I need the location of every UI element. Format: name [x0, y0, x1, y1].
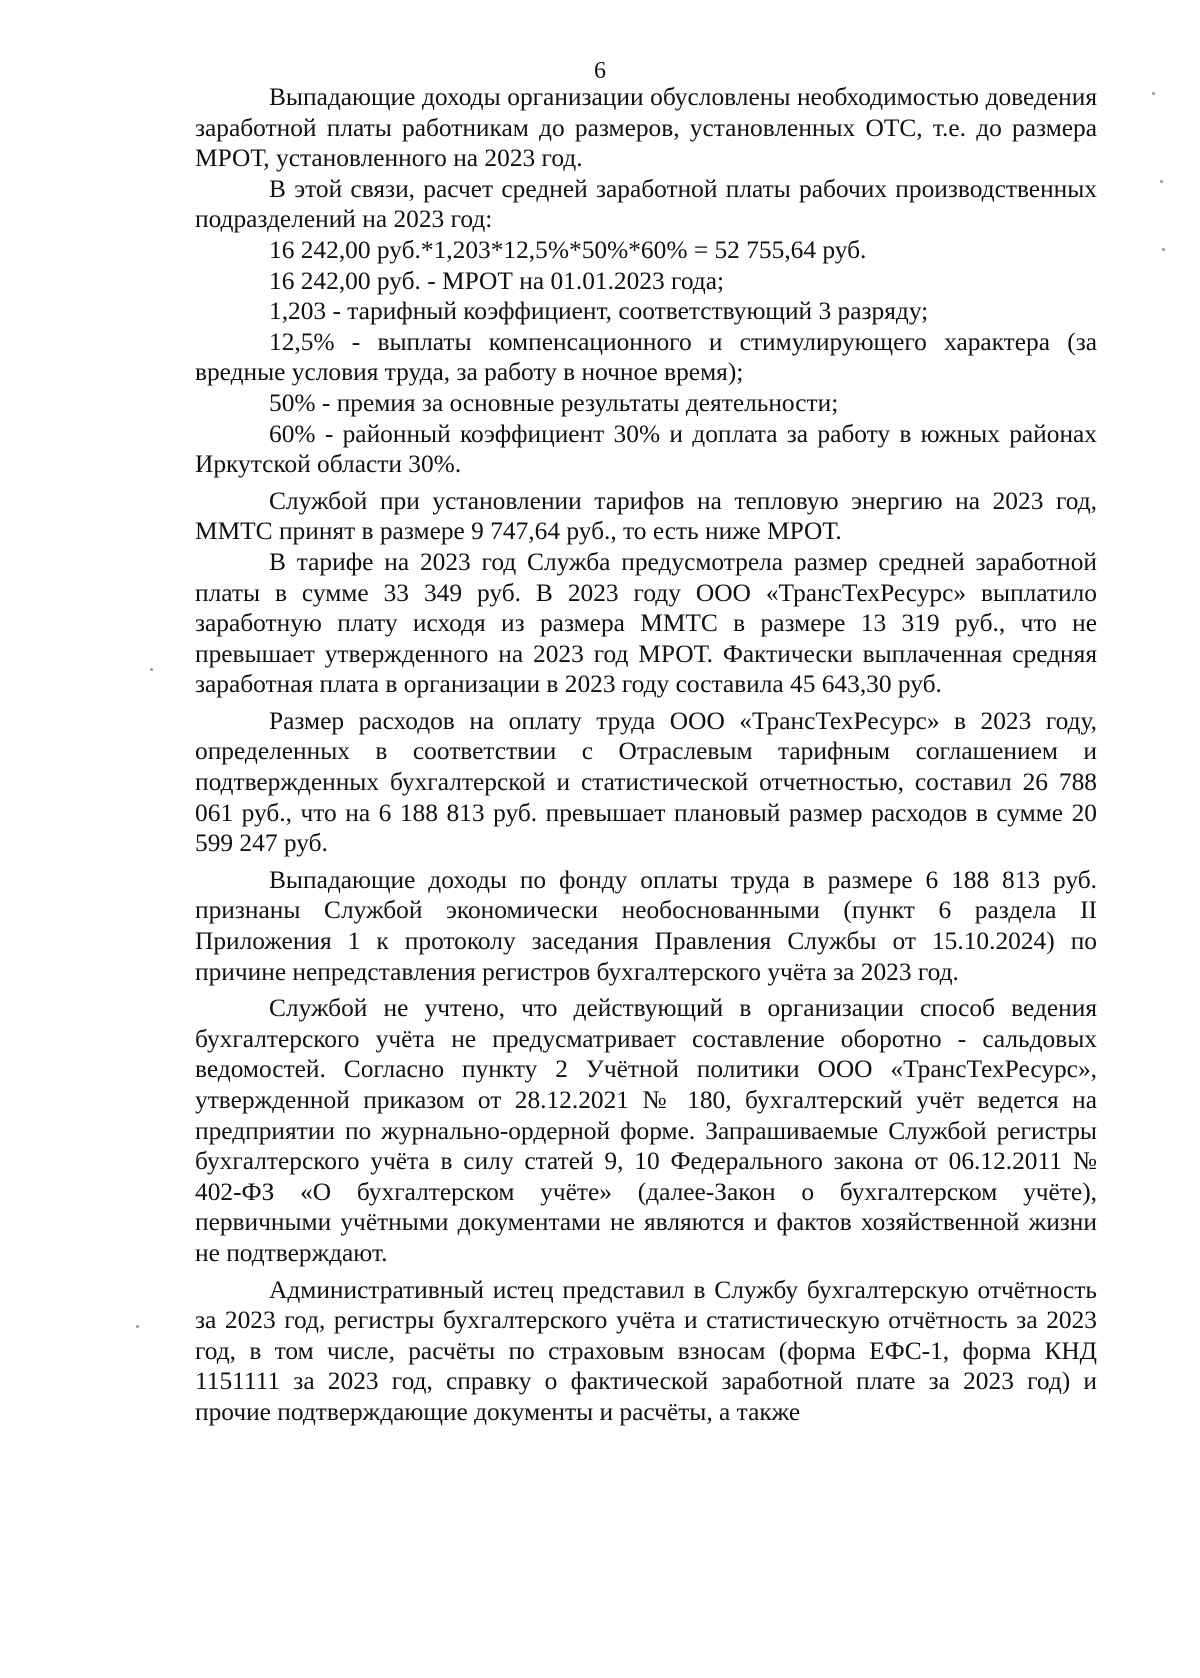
scan-speck	[1160, 180, 1163, 183]
paragraph-unjustified-income: Выпадающие доходы по фонду оплаты труда в размере 6 188 813 руб. признаны Службой экономически необоснованными (пункт 6 раздела II Приложения 1 к протоколу заседания Правления Службы от 15.10.2024) по причине непредставления регистров бухгалтерского учёта за 2023 год.	[195, 865, 1097, 986]
paragraph-tariff-coefficient: 1,203 - тарифный коэффициент, соответствующий 3 разряду;	[269, 297, 929, 326]
scan-speck	[1152, 92, 1155, 95]
paragraph-accounting-method: Службой не учтено, что действующий в организации способ ведения бухгалтерского учёта не предусматривает составление оборотно - сальдовых ведомостей. Согласно пункту 2 Учётной политики ООО «ТрансТехРесурс», утвержденной приказом от 28.12.2021 № 180, бухгалтерский учёт ведется на предприятии по журнально-ордерной форме. Запрашиваемые Службой регистры бухгалтерского учёта в силу статей 9, 10 Федерального закона от 06.12.2011 № 402-ФЗ «О бухгалтерском учёте» (далее-Закон о бухгалтерском учёте), первичными учётными документами не являются и фактов хозяйственной жизни не подтверждают.	[195, 994, 1097, 1267]
paragraph-compensation: 12,5% - выплаты компенсационного и стимулирующего характера (за вредные условия труда, за работу в ночное время);	[195, 327, 1097, 387]
scan-speck	[1162, 248, 1165, 251]
paragraph-formula: 16 242,00 руб.*1,203*12,5%*50%*60% = 52 755,64 руб.	[269, 235, 867, 264]
scan-speck	[136, 1325, 139, 1328]
paragraph-calculation-intro: В этой связи, расчет средней заработной платы рабочих производственных подразделений на 2023 год:	[195, 174, 1097, 234]
paragraph-mmts: Службой при установлении тарифов на тепловую энергию на 2023 год, ММТС принят в размере 9 747,64 руб., то есть ниже МРОТ.	[195, 486, 1097, 546]
paragraph-bonus: 50% - премия за основные результаты деятельности;	[269, 388, 839, 417]
paragraph-lost-income: Выпадающие доходы организации обусловлены необходимостью доведения заработной платы работникам до размеров, установленных ОТС, т.е. до размера МРОТ, установленного на 2023 год.	[195, 83, 1097, 173]
paragraph-labor-costs: Размер расходов на оплату труда ООО «ТрансТехРесурс» в 2023 году, определенных в соответствии с Отраслевым тарифным соглашением и подтвержденных бухгалтерской и статистической отчетностью, составил 26 788 061 руб., что на 6 188 813 руб. превышает плановый размер расходов в сумме 20 599 247 руб.	[195, 706, 1097, 858]
paragraph-mrot: 16 242,00 руб. - МРОТ на 01.01.2023 года;	[269, 266, 725, 295]
scan-speck	[150, 668, 153, 671]
paragraph-tariff-salary: В тарифе на 2023 год Служба предусмотрела размер средней заработной платы в сумме 33 349 руб. В 2023 году ООО «ТрансТехРесурс» выплатило заработную плату исходя из размера ММТС в размере 13 319 руб., что не превышает утвержденного на 2023 год МРОТ. Фактически выплаченная средняя заработная плата в организации в 2023 году составила 45 643,30 руб.	[195, 547, 1097, 699]
paragraph-regional-coefficient: 60% - районный коэффициент 30% и доплата за работу в южных районах Иркутской области 30%.	[195, 419, 1097, 479]
page-number: 6	[594, 58, 606, 84]
paragraph-submitted-documents: Административный истец представил в Службу бухгалтерскую отчётность за 2023 год, регистры бухгалтерского учёта и статистическую отчётность за 2023 год, в том числе, расчёты по страховым взносам (форма ЕФС-1, форма КНД 1151111 за 2023 год, справку о фактической заработной плате за 2023 год) и прочие подтверждающие документы и расчёты, а также	[195, 1275, 1097, 1426]
document-body	[195, 82, 1097, 1428]
